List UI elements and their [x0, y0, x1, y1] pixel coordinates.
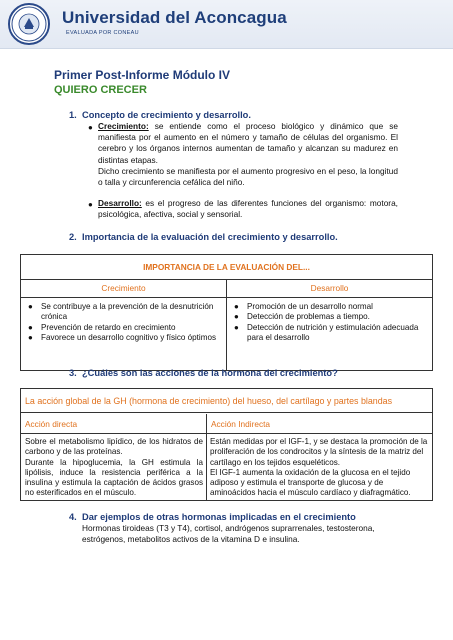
- column-divider: [226, 280, 227, 370]
- paragraph: Sobre el metabolismo lipídico, de los hidratos de carbono y de las proteínas.: [25, 437, 203, 457]
- term-growth: Crecimiento:: [98, 121, 149, 131]
- list-item: ● Promoción de un desarrollo normal: [234, 302, 373, 311]
- list-item: ● Favorece un desarrollo cognitivo y físico óptimos: [28, 333, 216, 343]
- section-number: 2.: [69, 232, 77, 242]
- list-item: ● Detección de problemas a tiempo.: [234, 312, 370, 322]
- paragraph: Están medidas por el IGF-1, y se destaca la promoción de la proliferación de los condrocitos y la síntesis de la matriz del cartílago en los tejidos esqueléticos.: [210, 437, 428, 467]
- section-title: ¿Cuáles son las acciones de la hormona del crecimiento?: [82, 368, 338, 378]
- growth-definition: [98, 121, 398, 166]
- university-name: Universidad del Aconcagua: [62, 8, 287, 27]
- growth-text: se entiende como el proceso biológico y dinámico que se manifiesta por el aumento en el número y tamaño de células del organismo. El cerebro y los órganos internos aumentan de tamaño y alcanzan su madurez en distintas etapas.: [98, 121, 398, 165]
- column-header-development: Desarrollo: [227, 280, 432, 298]
- section-title: Dar ejemplos de otras hormonas implicadas en el crecimiento: [82, 512, 356, 522]
- growth-items: [23, 302, 221, 344]
- column-divider: [206, 414, 207, 500]
- list-item: ● Detección de nutrición y estimulación adecuada para el desarrollo: [234, 322, 419, 343]
- university-accreditation: EVALUADA POR CONEAU: [66, 30, 139, 36]
- column-header-indirect: Acción Indirecta: [207, 414, 432, 434]
- development-definition: [98, 198, 398, 220]
- section-title: Concepto de crecimiento y desarrollo.: [82, 110, 251, 120]
- page-header: [0, 0, 453, 49]
- paragraph: El IGF-1 aumenta la oxidación de la glucosa en el tejido adiposo y estimula el transporte de glucosa y de aminoácidos hacia el músculo cardíaco y diafragmático.: [210, 467, 411, 498]
- importance-table: [20, 254, 433, 371]
- section-3-heading: [69, 368, 338, 378]
- list-item: ● Prevención de retardo en crecimiento: [28, 322, 176, 332]
- section-number: 4.: [69, 512, 77, 522]
- bullet-dot: ●: [88, 200, 93, 209]
- gh-actions-table: [20, 388, 433, 501]
- column-header-growth: Crecimiento: [21, 280, 226, 298]
- document-title: Primer Post-Informe Módulo IV: [54, 68, 231, 82]
- section-number: 3.: [69, 368, 77, 378]
- paragraph: Durante la hipoglucemia, la GH estimula la lipólisis, induce la resistencia periférica a la insulina y estimula la captación de ácidos grasos no esterificados en el músculo.: [25, 457, 203, 498]
- section-number: 1.: [69, 110, 77, 120]
- table-title: La acción global de la GH (hormona de crecimiento) del hueso, del cartílago y partes blandas: [21, 389, 432, 413]
- section-1-heading: [69, 110, 251, 120]
- document-subtitle: QUIERO CRECER: [54, 84, 147, 96]
- term-development: Desarrollo:: [98, 198, 142, 208]
- column-header-direct: Acción directa: [21, 414, 206, 434]
- growth-manifestation: Dicho crecimiento se manifiesta por el aumento progresivo en el peso, la longitud o talla y circunferencia cefálica del niño.: [98, 166, 398, 188]
- table-title: IMPORTANCIA DE LA EVALUACIÓN DEL...: [21, 255, 432, 280]
- development-text: es el progreso de las diferentes funciones del organismo: motora, psicológica, afectiva, social y sensorial.: [98, 198, 398, 220]
- direct-action-text: [25, 437, 203, 499]
- section-title: Importancia de la evaluación del crecimiento y desarrollo.: [82, 232, 338, 242]
- development-items: [229, 302, 427, 344]
- bullet-dot: ●: [88, 123, 93, 132]
- section-4-heading: [69, 512, 356, 522]
- other-hormones-text: Hormonas tiroideas (T3 y T4), cortisol, andrógenos suprarrenales, testosterona, estrógenos, metabolitos activos de la vitamina D e insulina.: [82, 523, 375, 545]
- list-item: ● Se contribuye a la prevención de la desnutrición crónica: [28, 302, 214, 322]
- section-2-heading: [69, 232, 338, 242]
- university-seal-icon: [8, 3, 50, 45]
- indirect-action-text: [210, 437, 428, 499]
